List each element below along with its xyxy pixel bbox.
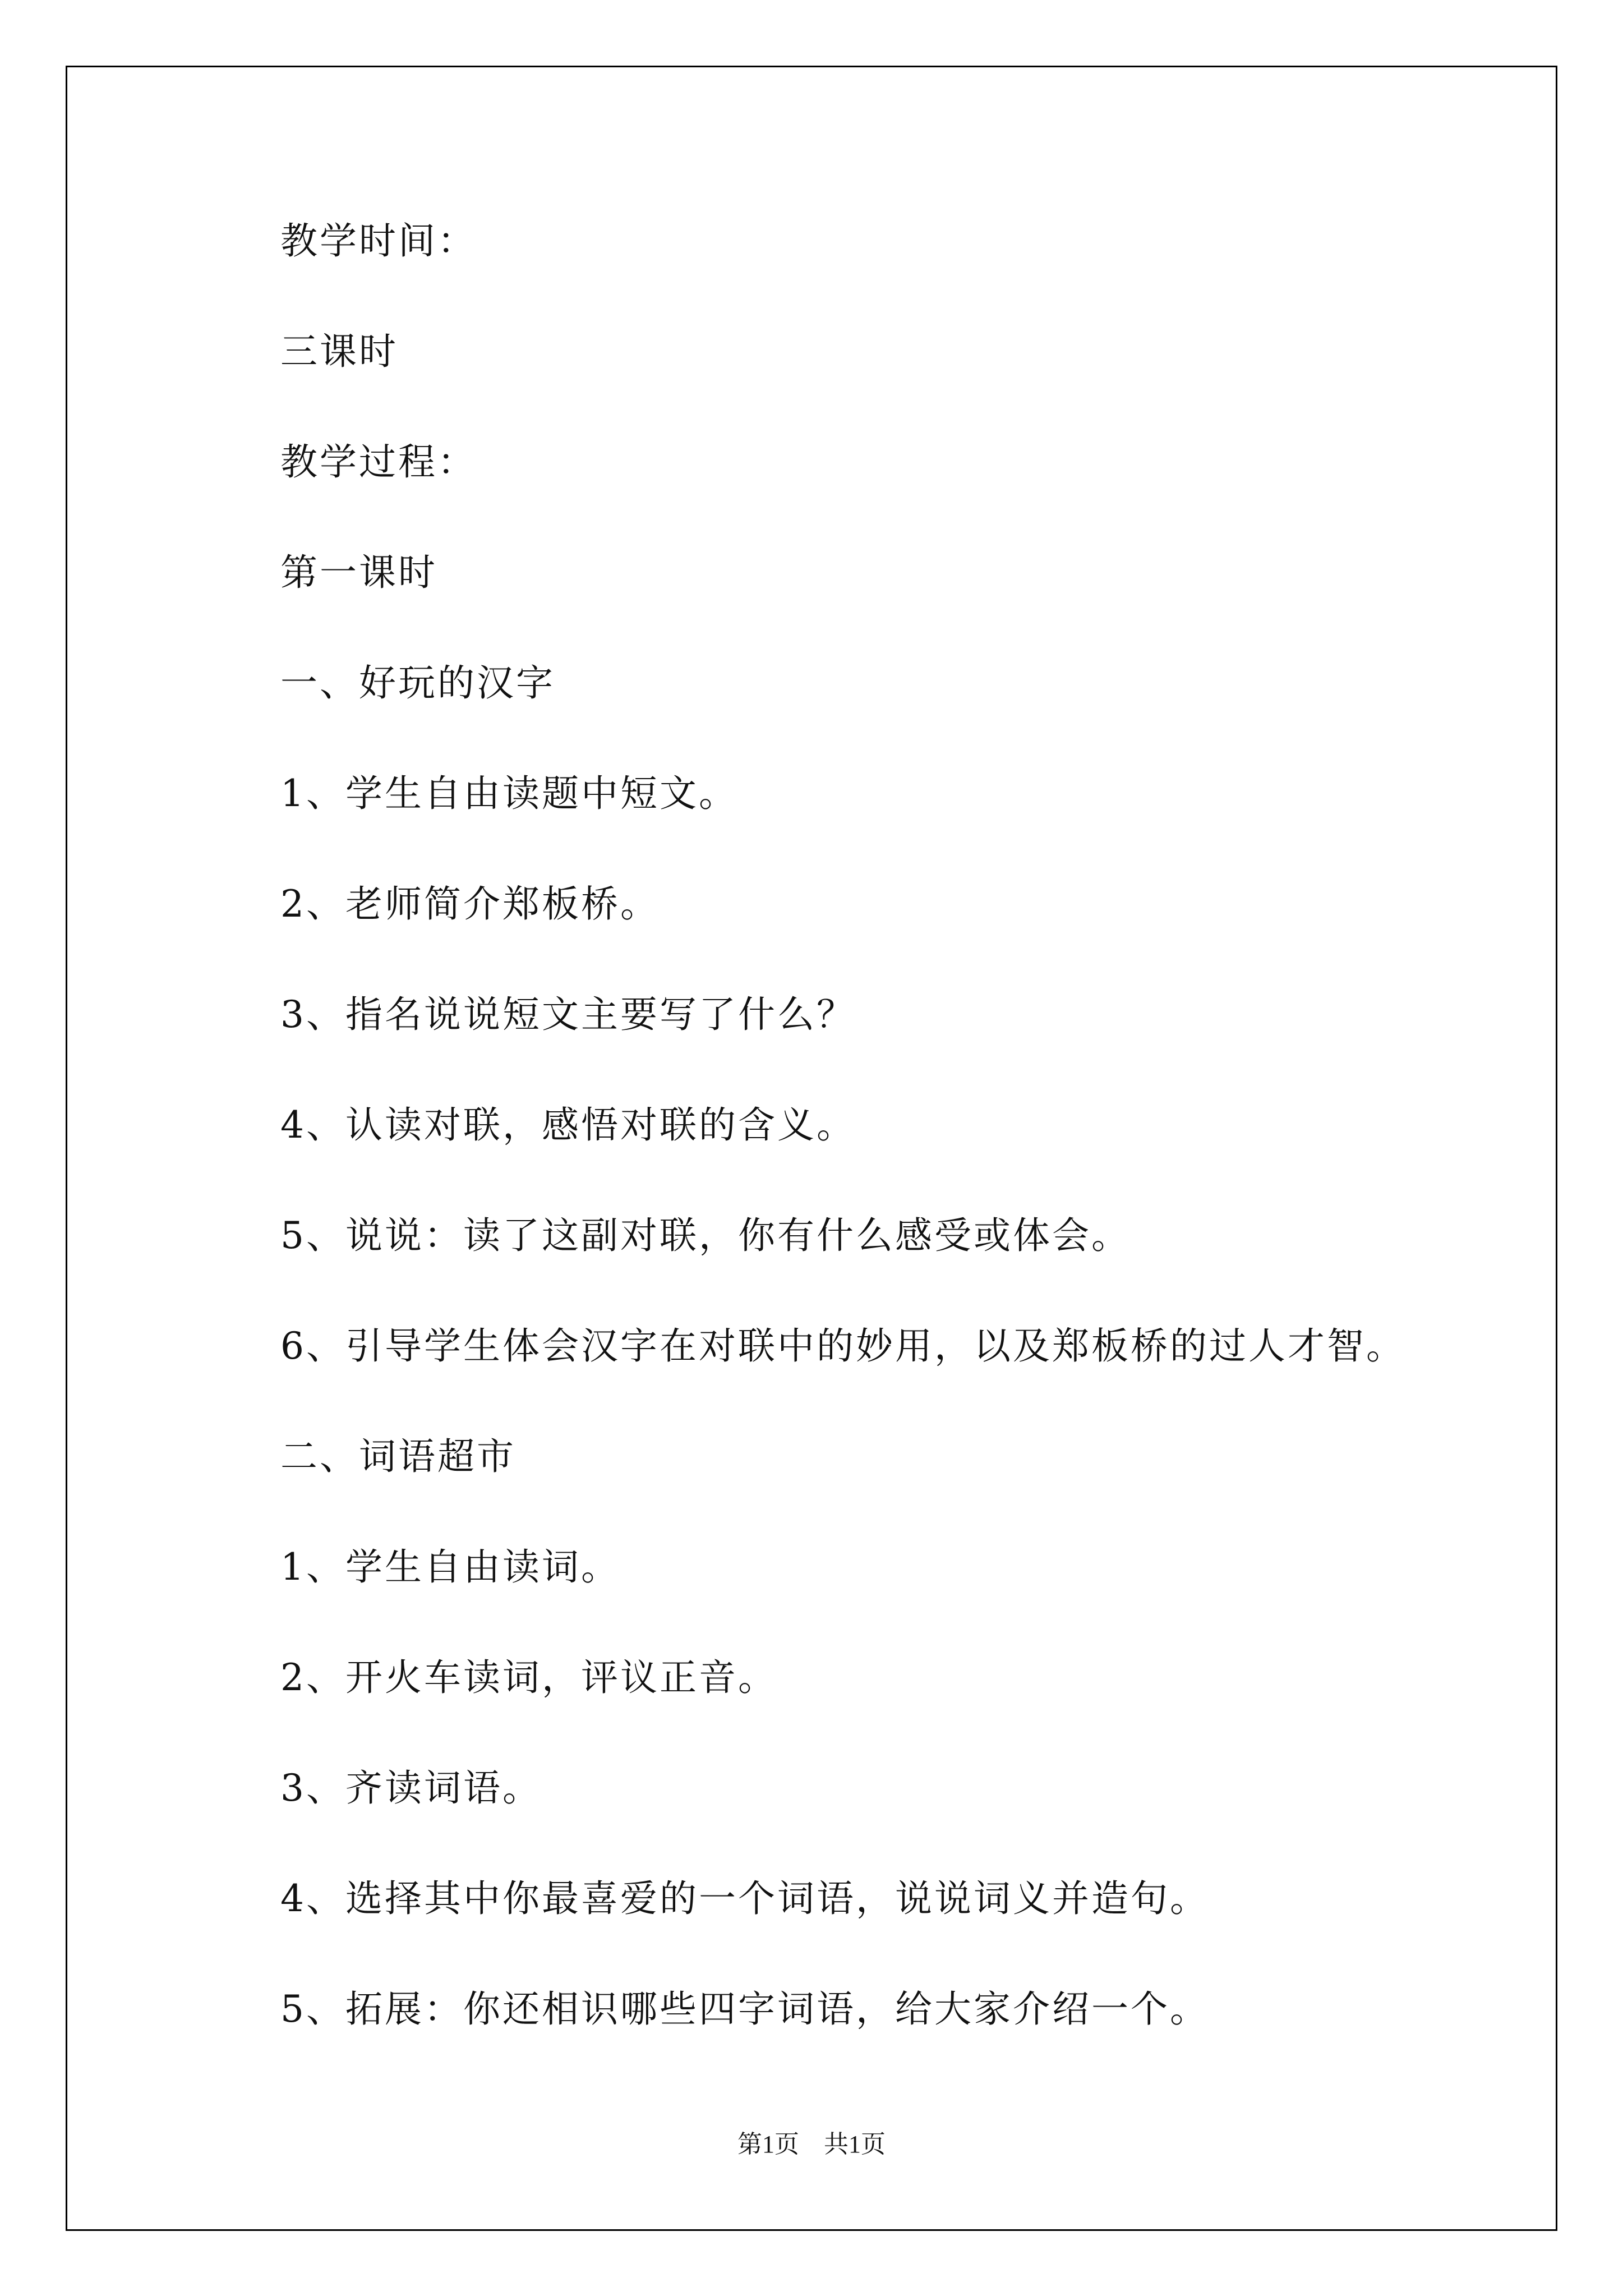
page-total: 共1页: [824, 2131, 886, 2158]
text-line-first-period: 第一课时: [280, 551, 437, 594]
text-line-three-periods: 三课时: [280, 330, 398, 373]
page-footer: [0, 2129, 1623, 2160]
list-item: 5、拓展：你还相识哪些四字词语，给大家介绍一个。: [280, 1987, 1209, 2031]
text-line-teaching-time-heading: 教学时间：: [280, 219, 477, 263]
list-item: 1、学生自由读词。: [280, 1545, 620, 1589]
section-heading-fun-characters: 一、好玩的汉字: [280, 661, 555, 705]
list-item: 2、开火车读词，评议正音。: [280, 1656, 777, 1699]
list-item: 4、认读对联，感悟对联的含义。: [280, 1103, 856, 1147]
list-item: 5、说说：读了这副对联，你有什么感受或体会。: [280, 1214, 1131, 1257]
list-item: 3、齐读词语。: [280, 1766, 542, 1810]
list-item: 4、选择其中你最喜爱的一个词语，说说词义并造句。: [280, 1877, 1209, 1920]
text-line-teaching-process-heading: 教学过程：: [280, 440, 477, 484]
document-body: [280, 219, 1514, 2097]
list-item: 6、引导学生体会汉字在对联中的妙用，以及郑板桥的过人才智。: [280, 1324, 1405, 1368]
section-heading-word-market: 二、词语超市: [280, 1435, 516, 1478]
list-item: 2、老师简介郑板桥。: [280, 882, 660, 926]
list-item: 3、指名说说短文主要写了什么？: [280, 993, 856, 1036]
list-item: 1、学生自由读题中短文。: [280, 772, 738, 815]
page-number: 第1页: [737, 2131, 799, 2158]
